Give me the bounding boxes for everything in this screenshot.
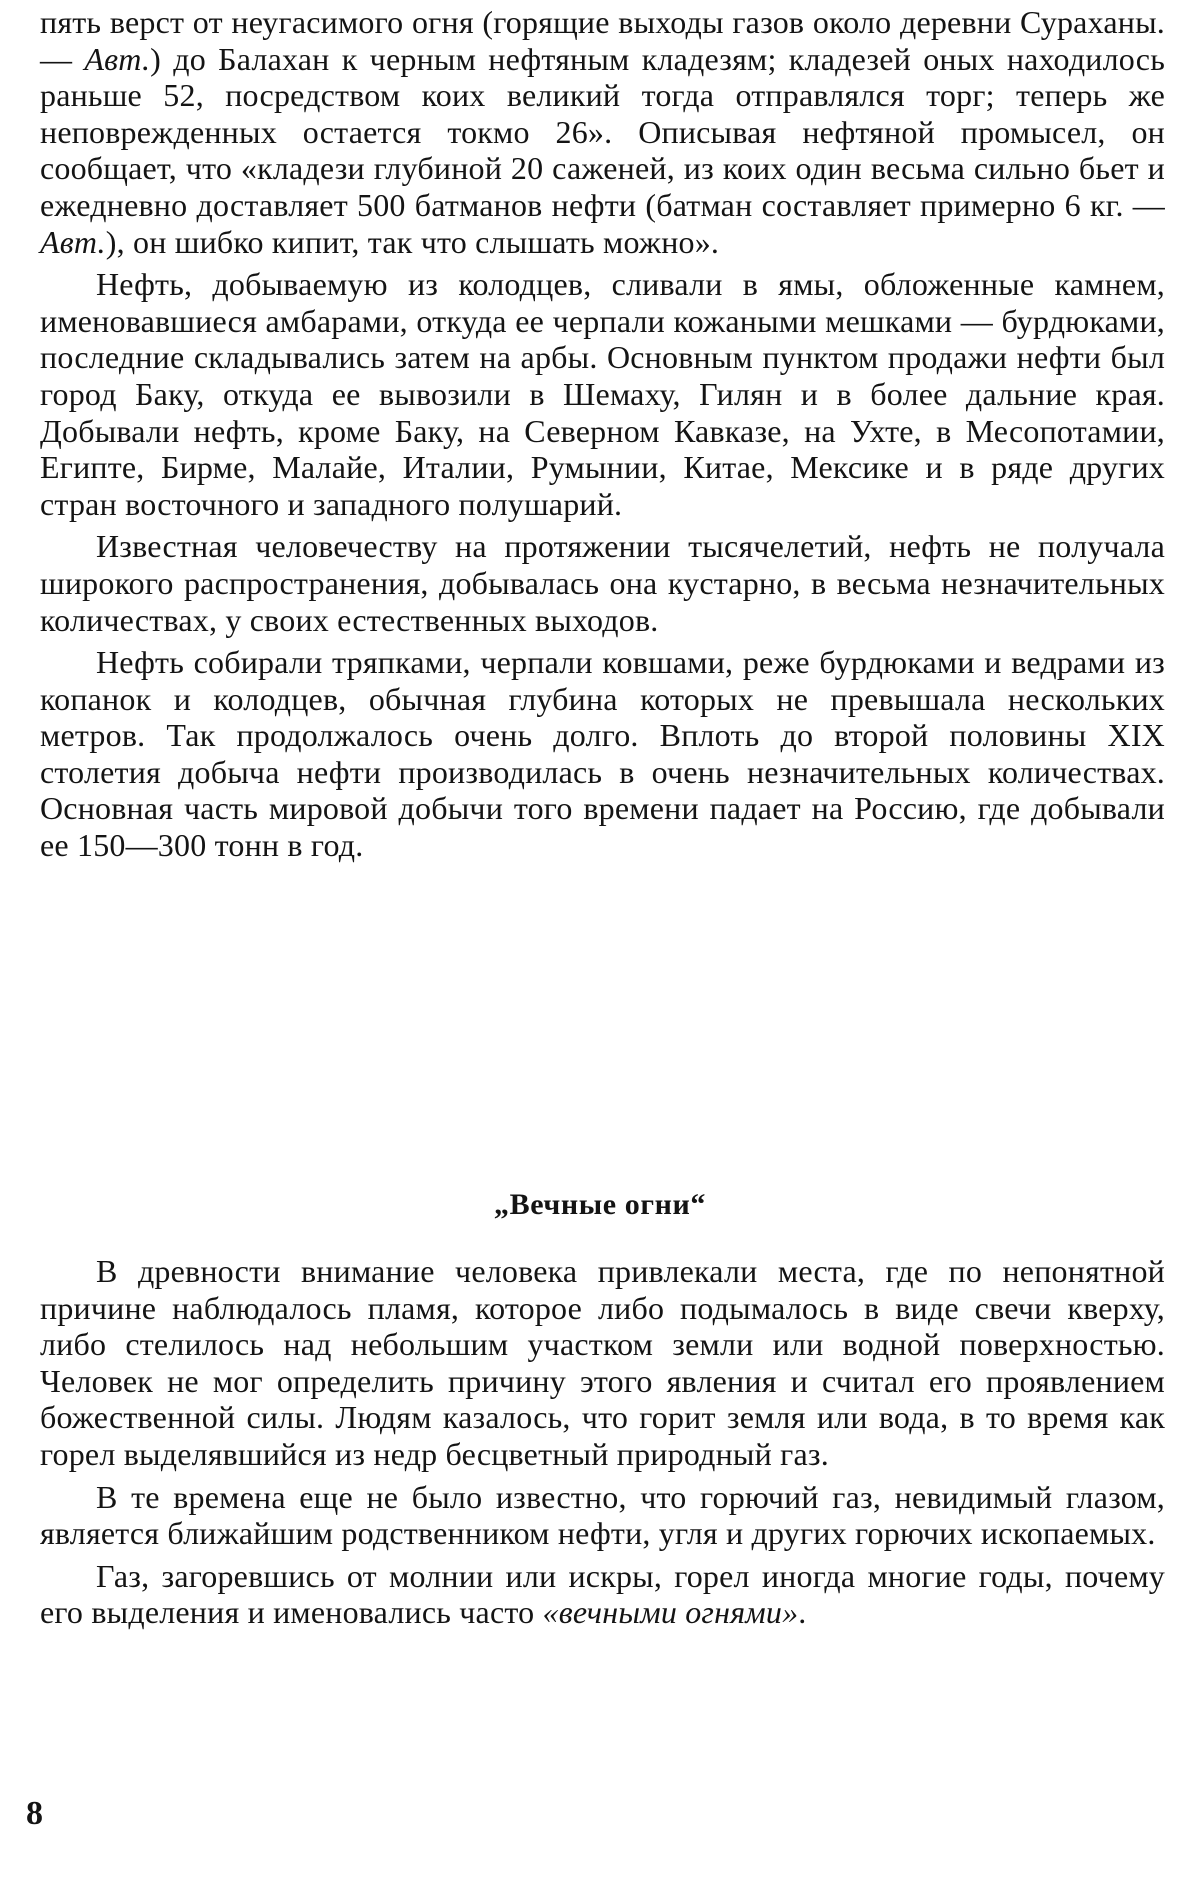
section-heading: „Вечные огни“ [493,1188,706,1221]
emphasis-term: «вечными огнями» [542,1594,799,1631]
paragraph: В те времена еще не было известно, что горючий газ, невидимый глазом, является ближайшим родственником нефти, угля и других горючих ископаемых. [40,1478,1165,1552]
paragraph: В древности внимание человека привлекали места, где по непонятной причине наблюдалось пламя, которое либо подымалось в виде свечи кверху, либо стелилось над небольшим участком земли или водной поверхностью. Человек не мог определить причину этого явления и считал его проявлением божественной силы. Людям казалось, что горит земля или вода, в то время как горел выделявшийся из недр бесцветный природный газ. [40,1253,1165,1472]
paragraph: Газ, загоревшись от молнии или искры, горел иногда многие годы, почему его выделения и именовались часто «вечными огнями». [40,1557,1165,1631]
paragraph: Известная человечеству на протяжении тысячелетий, нефть не получала широкого распространения, добывалась она кустарно, в весьма незначительных количествах, у своих естественных выходов. [40,528,1165,638]
section-text-bottom [40,1253,1165,1637]
page-number: 8 [26,1795,43,1832]
section-text-top [40,4,1165,870]
author-note-abbr: Авт. [84,40,151,77]
author-note-abbr: Авт. [40,223,106,260]
paragraph: Нефть собирали тряпками, черпали ковшами, реже бурдюками и ведрами из копанок и колодцев, обычная глубина которых не превышала нескольких метров. Так продолжалось очень долго. Вплоть до второй половины XIX столетия добыча нефти производилась в очень незначительных количествах. Основная часть мировой добычи того времени падает на Россию, где добывали ее 150—300 тонн в год. [40,644,1165,864]
paragraph: Нефть, добываемую из колодцев, сливали в ямы, обложенные камнем, именовавшиеся амбарами, откуда ее черпали кожаными мешками — бурдюками, последние складывались затем на арбы. Основным пунктом продажи нефти был город Баку, откуда ее вывозили в Шемаху, Гилян и в более дальние края. Добывали нефть, кроме Баку, на Северном Кавказе, на Ухте, в Месопотамии, Египте, Бирме, Малайе, Италии, Румынии, Китае, Мексике и в ряде других стран восточного и западного полушарий. [40,266,1165,522]
paragraph-continuation: пять верст от неугасимого огня (горящие выходы газов около деревни Сураханы.— Авт.) до Балахан к черным нефтяным кладезям; кладезей оных находилось раньше 52, посредством коих великий тогда отправлялся торг; теперь же неповрежденных остается токмо 26». Описывая нефтяной промысел, он сообщает, что «кладези глубиной 20 саженей, из коих один весьма сильно бьет и ежедневно доставляет 500 батманов нефти (батман составляет примерно 6 кг. — Авт.), он шибко кипит, так что слышать можно». [40,4,1165,260]
